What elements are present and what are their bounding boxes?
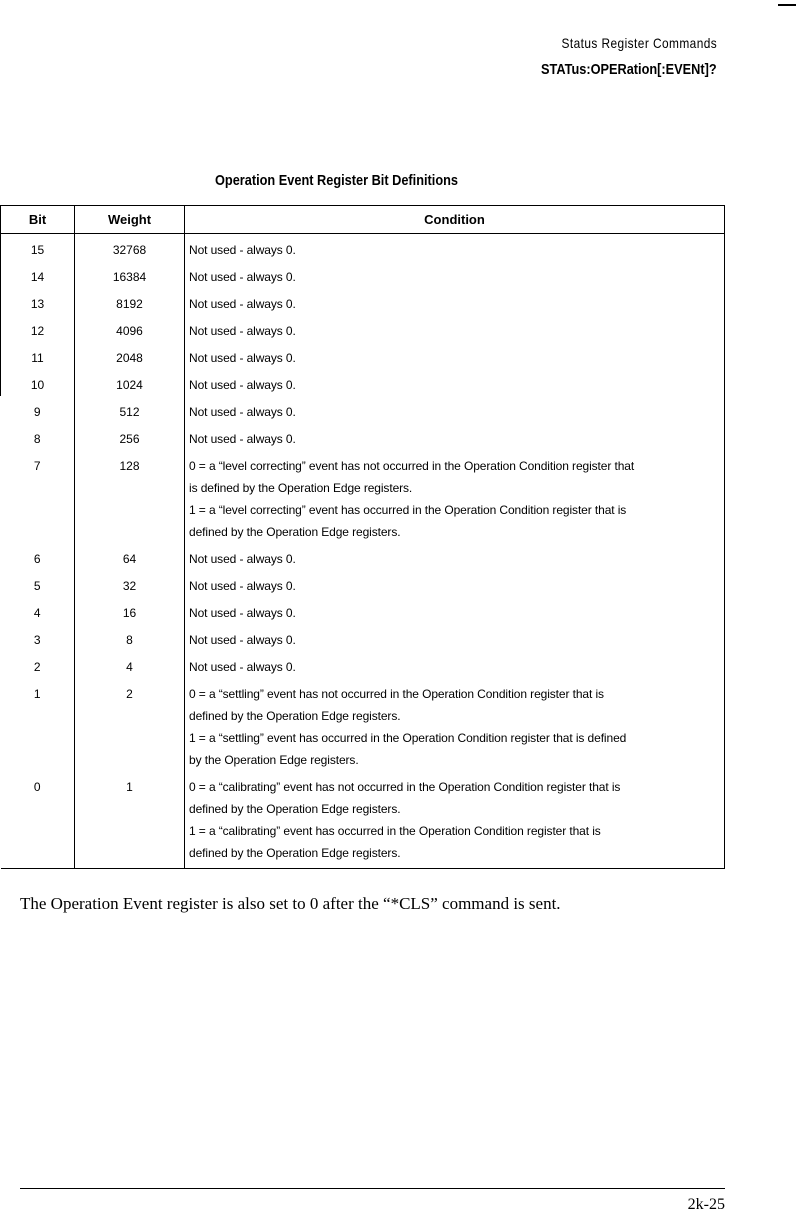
condition-cell bbox=[185, 597, 725, 624]
table-row bbox=[1, 570, 725, 597]
table-title: Operation Event Register Bit Definitions bbox=[215, 172, 458, 189]
condition-line: defined by the Operation Edge registers. bbox=[189, 846, 401, 860]
table-row bbox=[1, 771, 725, 869]
weight-cell: 8 bbox=[75, 624, 185, 651]
condition-line: 0 = a “level correcting” event has not occurred in the Operation Condition register that bbox=[189, 459, 635, 473]
column-header-bit: Bit bbox=[1, 206, 75, 234]
table-row bbox=[1, 543, 725, 570]
page-number: 2k-25 bbox=[687, 1196, 725, 1213]
condition-cell bbox=[185, 261, 725, 288]
condition-cell bbox=[185, 234, 725, 262]
condition-line: 1 = a “calibrating” event has occurred in the Operation Condition register that is bbox=[189, 824, 601, 838]
table-row bbox=[1, 396, 725, 423]
condition-line: Not used - always 0. bbox=[189, 633, 296, 647]
bit-cell: 3 bbox=[1, 624, 75, 651]
condition-line: Not used - always 0. bbox=[189, 606, 296, 620]
condition-cell bbox=[185, 342, 725, 369]
condition-line: Not used - always 0. bbox=[189, 432, 296, 446]
bit-cell: 0 bbox=[1, 771, 75, 869]
table-row bbox=[1, 342, 725, 369]
condition-cell bbox=[185, 771, 725, 869]
condition-line: defined by the Operation Edge registers. bbox=[189, 802, 401, 816]
condition-line: defined by the Operation Edge registers. bbox=[189, 525, 401, 539]
column-header-condition: Condition bbox=[185, 206, 725, 234]
condition-cell bbox=[185, 651, 725, 678]
condition-line: is defined by the Operation Edge registers. bbox=[189, 481, 413, 495]
weight-cell: 16 bbox=[75, 597, 185, 624]
bit-cell: 12 bbox=[1, 315, 75, 342]
bit-cell: 1 bbox=[1, 678, 75, 771]
bit-cell: 7 bbox=[1, 450, 75, 543]
condition-cell bbox=[185, 396, 725, 423]
condition-line: Not used - always 0. bbox=[189, 378, 296, 392]
condition-line: Not used - always 0. bbox=[189, 351, 296, 365]
condition-line: defined by the Operation Edge registers. bbox=[189, 709, 401, 723]
condition-cell bbox=[185, 315, 725, 342]
table-header-row bbox=[1, 206, 725, 234]
bit-cell: 15 bbox=[1, 234, 75, 262]
condition-cell bbox=[185, 543, 725, 570]
section-header: Status Register Commands bbox=[561, 35, 717, 51]
weight-cell: 64 bbox=[75, 543, 185, 570]
condition-line: Not used - always 0. bbox=[189, 243, 296, 257]
weight-cell: 256 bbox=[75, 423, 185, 450]
bit-cell: 14 bbox=[1, 261, 75, 288]
bit-cell: 13 bbox=[1, 288, 75, 315]
weight-cell: 32768 bbox=[75, 234, 185, 262]
weight-cell: 4096 bbox=[75, 315, 185, 342]
footer-rule bbox=[20, 1188, 725, 1189]
table-row bbox=[1, 288, 725, 315]
condition-line: Not used - always 0. bbox=[189, 405, 296, 419]
weight-cell: 128 bbox=[75, 450, 185, 543]
table-row bbox=[1, 423, 725, 450]
weight-cell: 16384 bbox=[75, 261, 185, 288]
table-row bbox=[1, 651, 725, 678]
condition-line: Not used - always 0. bbox=[189, 579, 296, 593]
command-header: STATus:OPERation[:EVENt]? bbox=[541, 61, 717, 78]
bit-cell: 10 bbox=[1, 369, 75, 396]
condition-line: Not used - always 0. bbox=[189, 324, 296, 338]
condition-line: Not used - always 0. bbox=[189, 552, 296, 566]
bit-cell: 6 bbox=[1, 543, 75, 570]
bit-cell: 4 bbox=[1, 597, 75, 624]
weight-cell: 2048 bbox=[75, 342, 185, 369]
weight-cell: 4 bbox=[75, 651, 185, 678]
weight-cell: 1 bbox=[75, 771, 185, 869]
bit-cell: 5 bbox=[1, 570, 75, 597]
bit-definitions-table bbox=[0, 205, 725, 869]
weight-cell: 2 bbox=[75, 678, 185, 771]
table-row bbox=[1, 624, 725, 651]
condition-cell bbox=[185, 423, 725, 450]
condition-cell bbox=[185, 570, 725, 597]
bit-cell: 11 bbox=[1, 342, 75, 369]
condition-line: Not used - always 0. bbox=[189, 660, 296, 674]
weight-cell: 8192 bbox=[75, 288, 185, 315]
weight-cell: 1024 bbox=[75, 369, 185, 396]
condition-line: 1 = a “settling” event has occurred in the Operation Condition register that is defined bbox=[189, 731, 627, 745]
condition-line: Not used - always 0. bbox=[189, 270, 296, 284]
page-corner-mark bbox=[778, 4, 796, 6]
weight-cell: 32 bbox=[75, 570, 185, 597]
condition-line: by the Operation Edge registers. bbox=[189, 753, 359, 767]
table-row bbox=[1, 450, 725, 543]
body-paragraph: The Operation Event register is also set to 0 after the “*CLS” command is sent. bbox=[20, 894, 561, 913]
table-row bbox=[1, 234, 725, 262]
condition-cell bbox=[185, 624, 725, 651]
condition-cell bbox=[185, 288, 725, 315]
bit-cell: 2 bbox=[1, 651, 75, 678]
bit-cell: 8 bbox=[1, 423, 75, 450]
table-row bbox=[1, 315, 725, 342]
column-header-weight: Weight bbox=[75, 206, 185, 234]
condition-cell bbox=[185, 369, 725, 396]
table-row bbox=[1, 597, 725, 624]
bit-cell: 9 bbox=[1, 396, 75, 423]
table-row bbox=[1, 369, 725, 396]
condition-line: 1 = a “level correcting” event has occurred in the Operation Condition register that is bbox=[189, 503, 627, 517]
condition-line: Not used - always 0. bbox=[189, 297, 296, 311]
condition-cell bbox=[185, 450, 725, 543]
table-row bbox=[1, 678, 725, 771]
condition-line: 0 = a “settling” event has not occurred in the Operation Condition register that is bbox=[189, 687, 604, 701]
weight-cell: 512 bbox=[75, 396, 185, 423]
table-row bbox=[1, 261, 725, 288]
condition-cell bbox=[185, 678, 725, 771]
condition-line: 0 = a “calibrating” event has not occurred in the Operation Condition register that is bbox=[189, 780, 621, 794]
